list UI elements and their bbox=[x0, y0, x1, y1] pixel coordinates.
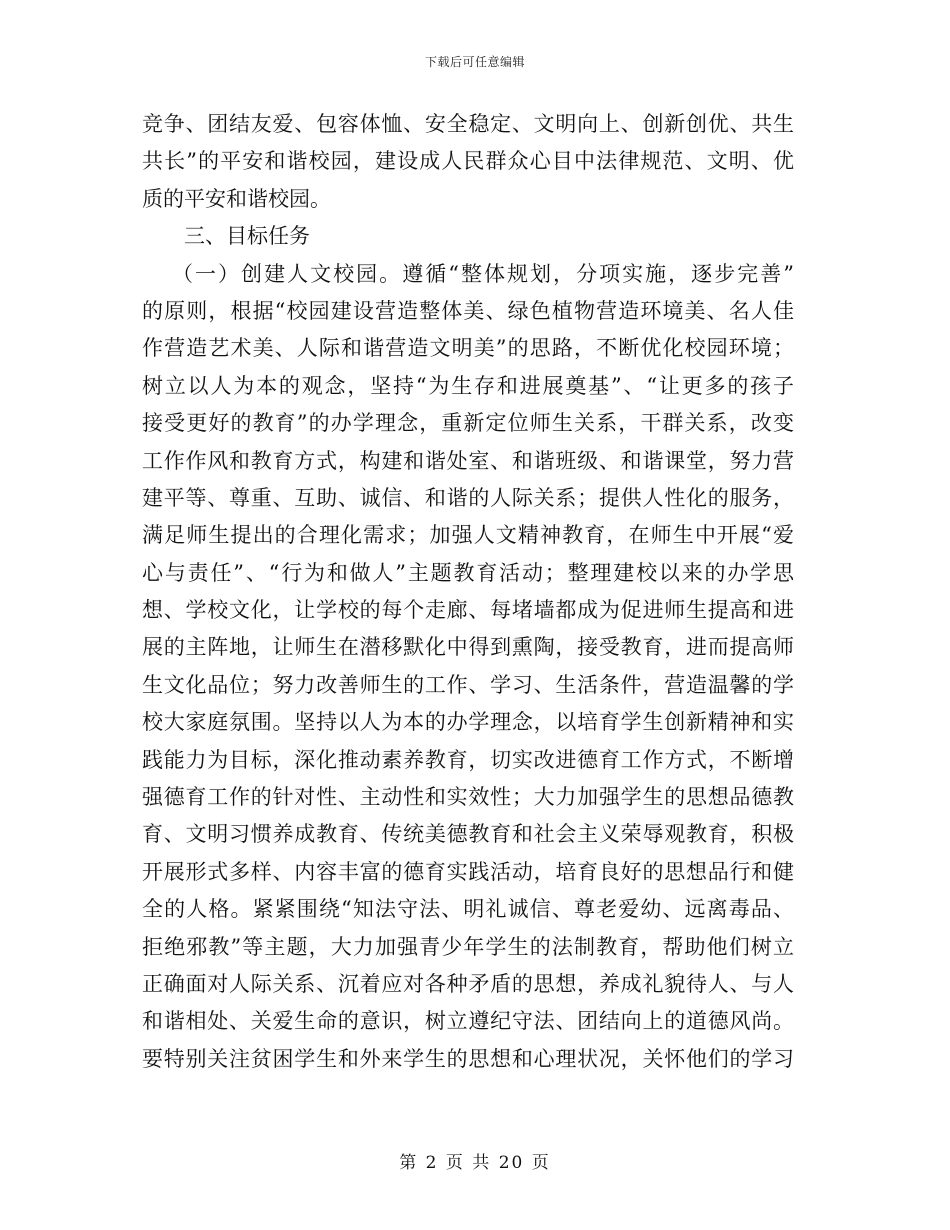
paragraph-line: 想、学校文化，让学校的每个走廊、每堵墙都成为促进师生提高和进 bbox=[142, 598, 794, 623]
paragraph-line: 强德育工作的针对性、主动性和实效性；大力加强学生的思想品德教 bbox=[142, 785, 794, 810]
paragraph-line: 展的主阵地，让师生在潜移默化中得到熏陶，接受教育，进而提高师 bbox=[142, 635, 794, 660]
paragraph-line: 校大家庭氛围。坚持以人为本的办学理念，以培育学生创新精神和实 bbox=[142, 710, 794, 735]
paragraph-line: 质的平安和谐校园。 bbox=[142, 186, 331, 211]
paragraph-line: 开展形式多样、内容丰富的德育实践活动，培育良好的思想品行和健 bbox=[142, 859, 794, 884]
paragraph-line: 践能力为目标，深化推动素养教育，切实改进德育工作方式，不断增 bbox=[142, 747, 794, 772]
page-footer: 第 2 页 共 20 页 bbox=[399, 1153, 551, 1173]
paragraph-line: 共长”的平安和谐校园，建设成人民群众心目中法律规范、文明、优 bbox=[142, 149, 794, 174]
paragraph-line: 要特别关注贫困学生和外来学生的思想和心理状况，关怀他们的学习 bbox=[142, 1046, 794, 1071]
paragraph-line: 建平等、尊重、互助、诚信、和谐的人际关系；提供人性化的服务， bbox=[142, 485, 794, 510]
paragraph-line: 育、文明习惯养成教育、传统美德教育和社会主义荣辱观教育，积极 bbox=[142, 822, 794, 847]
paragraph-line: 全的人格。紧紧围绕“知法守法、明礼诚信、尊老爱幼、远离毒品、 bbox=[142, 897, 794, 922]
paragraph-line: 和谐相处、关爱生命的意识，树立遵纪守法、团结向上的道德风尚。 bbox=[142, 1009, 794, 1034]
paragraph-line: 心与责任”、“行为和做人”主题教育活动；整理建校以来的办学思 bbox=[142, 560, 794, 585]
body-text bbox=[142, 106, 794, 1078]
paragraph-line: 满足师生提出的合理化需求；加强人文精神教育，在师生中开展“爱 bbox=[142, 523, 794, 548]
paragraph-line: 作营造艺术美、人际和谐营造文明美”的思路，不断优化校园环境； bbox=[142, 336, 794, 361]
paragraph-line: 的原则，根据“校园建设营造整体美、绿色植物营造环境美、名人佳 bbox=[142, 298, 794, 323]
paragraph-line: 工作作风和教育方式，构建和谐处室、和谐班级、和谐课堂，努力营 bbox=[142, 448, 794, 473]
page-header: 下载后可任意编辑 bbox=[424, 55, 525, 69]
paragraph-line: 接受更好的教育”的办学理念，重新定位师生关系，干群关系，改变 bbox=[142, 411, 794, 436]
paragraph-line: （一）创建人文校园。遵循“整体规划，分项实施，逐步完善” bbox=[172, 261, 794, 286]
paragraph-line: 树立以人为本的观念，坚持“为生存和进展奠基”、“让更多的孩子 bbox=[142, 373, 794, 398]
paragraph-line: 竞争、团结友爱、包容体恤、安全稳定、文明向上、创新创优、共生 bbox=[142, 112, 794, 136]
paragraph-line: 生文化品位；努力改善师生的工作、学习、生活条件，营造温馨的学 bbox=[142, 672, 794, 697]
section-heading: 三、目标任务 bbox=[184, 224, 310, 249]
paragraph-line: 拒绝邪教”等主题，大力加强青少年学生的法制教育，帮助他们树立 bbox=[142, 934, 794, 959]
paragraph-line: 正确面对人际关系、沉着应对各种矛盾的思想，养成礼貌待人、与人 bbox=[142, 971, 794, 996]
